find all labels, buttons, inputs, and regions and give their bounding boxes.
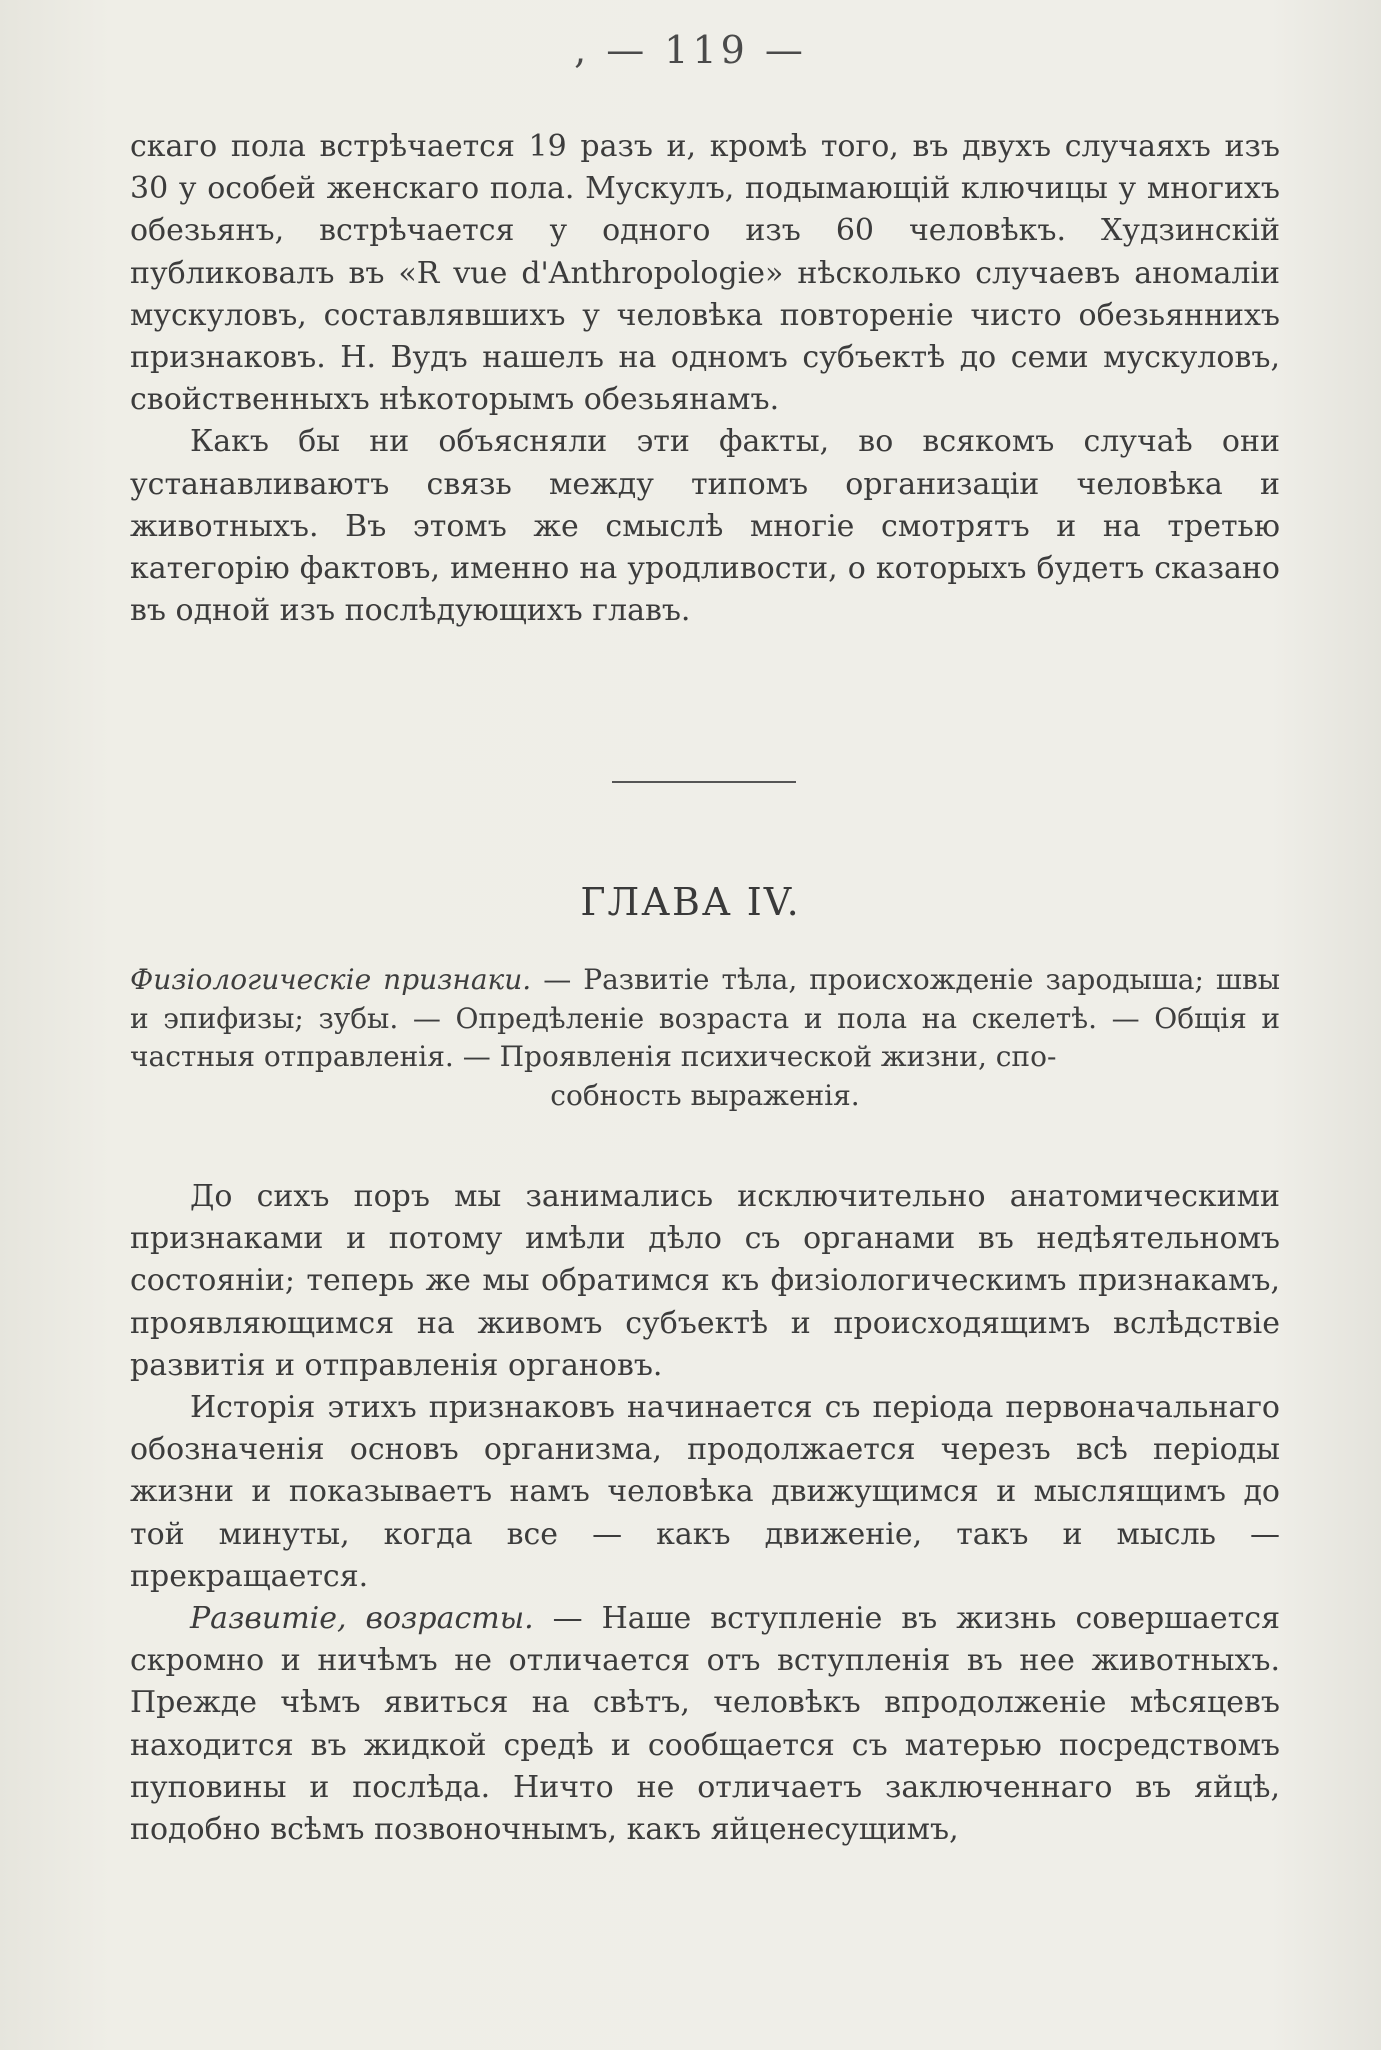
- summary-italic-heading: Физіологическіе признаки.: [130, 963, 532, 996]
- chapter-summary: [130, 961, 1280, 1115]
- continued-text-block: [130, 126, 1280, 632]
- chapter-title: ГЛАВА IV.: [580, 880, 801, 924]
- summary-last-line: собность выраженія.: [550, 1078, 860, 1112]
- chapter-body: [130, 1176, 1280, 1851]
- paragraph: скаго пола встрѣчается 19 разъ и, кромѣ того, въ двухъ случаяхъ изъ 30 у особей женскаго пола. Мускулъ, подымающій ключицы у многихъ обезьянъ, встрѣчается у одного изъ 60 человѣкъ. Худзинскій публиковалъ въ «R vue d'Anthropologie» нѣсколько случаевъ аномаліи мускуловъ, составлявшихъ у человѣка повтореніе чисто обезьяннихъ признаковъ. Н. Вудъ нашелъ на одномъ субъектѣ до семи мускуловъ, свойственныхъ нѣкоторымъ обезьянамъ.: [130, 129, 1280, 418]
- paragraph: Какъ бы ни объясняли эти факты, во всякомъ случаѣ они устанавливаютъ связь между типомъ организаціи человѣка и животныхъ. Въ этомъ же смыслѣ многіе смотрятъ и на третью категорію фактовъ, именно на уродливости, о которыхъ будетъ сказано въ одной изъ послѣдующихъ главъ.: [130, 424, 1280, 629]
- page-number: , — 119 —: [574, 28, 807, 72]
- section-separator: [612, 781, 796, 783]
- paragraph: До сихъ поръ мы занимались исключительно анатомическими признаками и потому имѣли дѣло съ органами въ недѣятельномъ состояніи; теперь же мы обратимся къ физіологическимъ признакамъ, проявляющимся на живомъ субъектѣ и происходящимъ вслѣдствіе развитія и отправленія органовъ.: [130, 1179, 1280, 1383]
- paragraph: Исторія этихъ признаковъ начинается съ періода первоначальнаго обозначенія основъ организма, продолжается черезъ всѣ періоды жизни и показываетъ намъ человѣка движущимся и мыслящимъ до той минуты, когда все — какъ движеніе, такъ и мысль — прекращается.: [130, 1390, 1280, 1594]
- paragraph-body: — Наше вступленіе въ жизнь совершается скромно и ничѣмъ не отличается отъ вступленія въ нее животныхъ. Прежде чѣмъ явиться на свѣтъ, человѣкъ впродолженіе мѣсяцевъ находится въ жидкой средѣ и сообщается съ матерью посредствомъ пуповины и послѣда. Ничто не отличаетъ заключеннаго въ яйцѣ, подобно всѣмъ позвоночнымъ, какъ яйценесущимъ,: [130, 1601, 1281, 1848]
- paragraph-italic-heading: Развитіе, возрасты.: [190, 1601, 534, 1637]
- paragraph: [130, 1598, 1280, 1851]
- summary-body: — Развитіе тѣла, происхожденіе зародыша; швы и эпифизы; зубы. — Опредѣленіе возраста и пола на скелетѣ. — Общія и частныя отправленія. — Проявленія психической жизни, спо-: [130, 963, 1280, 1073]
- chapter-summary-text: [130, 961, 1280, 1077]
